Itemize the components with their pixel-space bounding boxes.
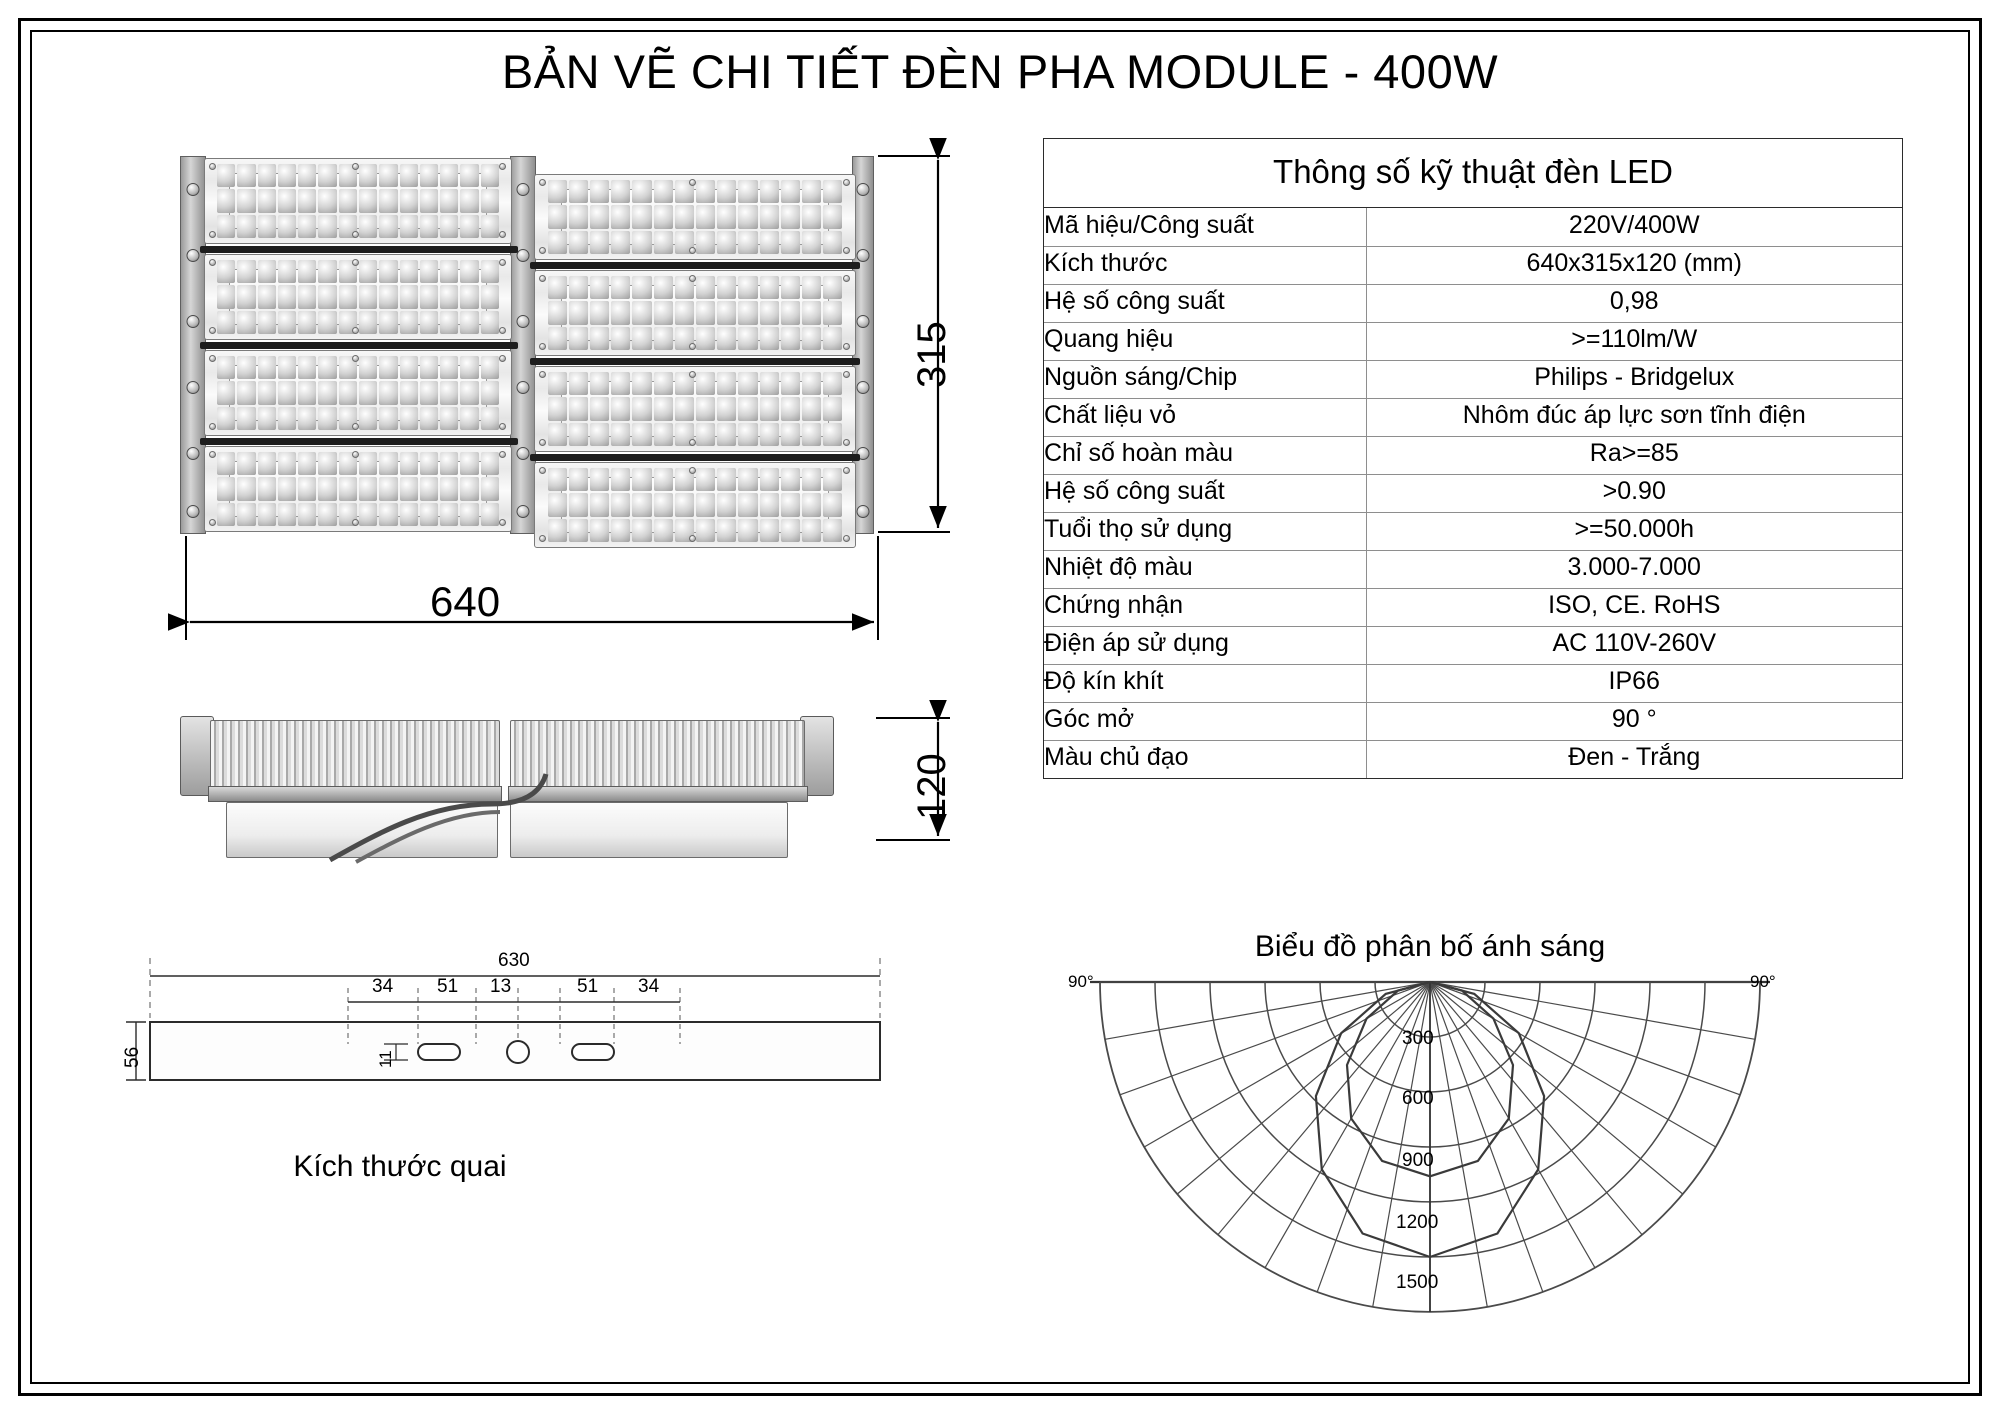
spec-label: Điện áp sử dụng bbox=[1044, 626, 1366, 664]
polar-radial-label-1200: 1200 bbox=[1396, 1212, 1439, 1233]
module-screws bbox=[535, 367, 855, 451]
lamp-top-view bbox=[180, 150, 890, 550]
table-row bbox=[1044, 550, 1902, 588]
spec-label: Độ kín khít bbox=[1044, 664, 1366, 702]
power-cable bbox=[180, 712, 870, 872]
spec-value: AC 110V-260V bbox=[1366, 626, 1902, 664]
bracket-spacing-2: 13 bbox=[490, 976, 512, 997]
spec-label: Nhiệt độ màu bbox=[1044, 550, 1366, 588]
spec-value: Đen - Trắng bbox=[1366, 740, 1902, 778]
bracket-dim-630: 630 bbox=[498, 950, 530, 971]
polar-angle-left: 90° bbox=[1068, 972, 1094, 991]
bracket-spacing-0: 34 bbox=[372, 976, 394, 997]
bracket-dim-11: 11 bbox=[376, 1050, 395, 1068]
led-module bbox=[534, 270, 856, 356]
spec-label: Kích thước bbox=[1044, 246, 1366, 284]
module-screws bbox=[205, 159, 511, 243]
led-module-grid bbox=[180, 150, 890, 550]
mounting-crossbar bbox=[200, 342, 518, 349]
spec-label: Hệ số công suất bbox=[1044, 474, 1366, 512]
module-screws bbox=[205, 447, 511, 531]
polar-radial-label-900: 900 bbox=[1402, 1150, 1434, 1171]
mounting-crossbar bbox=[530, 454, 860, 461]
led-module bbox=[204, 446, 512, 532]
bracket-caption: Kích thước quai bbox=[293, 1150, 507, 1183]
spec-label: Quang hiệu bbox=[1044, 322, 1366, 360]
led-module bbox=[534, 462, 856, 548]
module-screws bbox=[535, 463, 855, 547]
spec-value: Philips - Bridgelux bbox=[1366, 360, 1902, 398]
spec-label: Góc mở bbox=[1044, 702, 1366, 740]
polar-radial-label-300: 300 bbox=[1402, 1028, 1434, 1049]
led-module bbox=[204, 158, 512, 244]
spec-value: Nhôm đúc áp lực sơn tĩnh điện bbox=[1366, 398, 1902, 436]
table-row bbox=[1044, 436, 1902, 474]
polar-light-distribution-diagram bbox=[1060, 960, 1800, 1340]
led-module bbox=[534, 366, 856, 452]
dimension-120: 120 bbox=[910, 753, 954, 820]
polar-radial-label-600: 600 bbox=[1402, 1088, 1434, 1109]
spec-label: Tuổi thọ sử dụng bbox=[1044, 512, 1366, 550]
polar-radial-label-1500: 1500 bbox=[1396, 1272, 1439, 1293]
bracket-dimension-drawing bbox=[120, 940, 920, 1170]
module-screws bbox=[535, 271, 855, 355]
spec-value: 640x315x120 (mm) bbox=[1366, 246, 1902, 284]
spec-value: 3.000-7.000 bbox=[1366, 550, 1902, 588]
spec-label: Chất liệu vỏ bbox=[1044, 398, 1366, 436]
module-screws bbox=[535, 175, 855, 259]
table-row bbox=[1044, 588, 1902, 626]
spec-value: ISO, CE. RoHS bbox=[1366, 588, 1902, 626]
led-module bbox=[204, 350, 512, 436]
table-row bbox=[1044, 664, 1902, 702]
spec-value: 90 ° bbox=[1366, 702, 1902, 740]
table-row bbox=[1044, 246, 1902, 284]
polar-angle-right: 90° bbox=[1750, 972, 1776, 991]
bracket-spacing-3: 51 bbox=[577, 976, 599, 997]
spec-label: Mã hiệu/Công suất bbox=[1044, 208, 1366, 246]
spec-value: >=110lm/W bbox=[1366, 322, 1902, 360]
table-row bbox=[1044, 208, 1902, 246]
table-row bbox=[1044, 740, 1902, 778]
spec-label: Màu chủ đạo bbox=[1044, 740, 1366, 778]
table-row bbox=[1044, 626, 1902, 664]
dimension-640: 640 bbox=[430, 578, 501, 625]
mounting-crossbar bbox=[200, 246, 518, 253]
table-row bbox=[1044, 512, 1902, 550]
mounting-crossbar bbox=[530, 358, 860, 365]
spec-table-title: Thông số kỹ thuật đèn LED bbox=[1044, 139, 1902, 208]
module-screws bbox=[205, 351, 511, 435]
bracket-svg bbox=[120, 940, 920, 1170]
spec-value: >0.90 bbox=[1366, 474, 1902, 512]
specification-table bbox=[1043, 138, 1903, 779]
dimension-315: 315 bbox=[910, 321, 954, 388]
table-row bbox=[1044, 360, 1902, 398]
table-row bbox=[1044, 322, 1902, 360]
module-screws bbox=[205, 255, 511, 339]
spec-value: 220V/400W bbox=[1568, 210, 1700, 239]
spec-label: Hệ số công suất bbox=[1044, 284, 1366, 322]
spec-label: Chứng nhận bbox=[1044, 588, 1366, 626]
table-row bbox=[1044, 284, 1902, 322]
spec-value: 0,98 bbox=[1366, 284, 1902, 322]
mounting-crossbar bbox=[530, 262, 860, 269]
spec-value: Ra>=85 bbox=[1366, 436, 1902, 474]
lamp-side-view bbox=[180, 712, 870, 872]
table-row bbox=[1044, 702, 1902, 740]
spec-value: IP66 bbox=[1366, 664, 1902, 702]
spec-rows bbox=[1044, 208, 1902, 778]
bracket-spacing-1: 51 bbox=[437, 976, 459, 997]
spec-value: >=50.000h bbox=[1366, 512, 1902, 550]
page-title: BẢN VẼ CHI TIẾT ĐÈN PHA MODULE - 400W bbox=[501, 45, 1499, 98]
mounting-crossbar bbox=[200, 438, 518, 445]
table-row bbox=[1044, 474, 1902, 512]
led-module bbox=[534, 174, 856, 260]
bracket-dim-56: 56 bbox=[122, 1046, 143, 1068]
spec-label: Nguồn sáng/Chip bbox=[1044, 360, 1366, 398]
led-module bbox=[204, 254, 512, 340]
spec-label: Chỉ số hoàn màu bbox=[1044, 436, 1366, 474]
table-row bbox=[1044, 398, 1902, 436]
bracket-spacing-4: 34 bbox=[638, 976, 660, 997]
polar-diagram-caption: Biểu đồ phân bố ánh sáng bbox=[1254, 930, 1606, 963]
